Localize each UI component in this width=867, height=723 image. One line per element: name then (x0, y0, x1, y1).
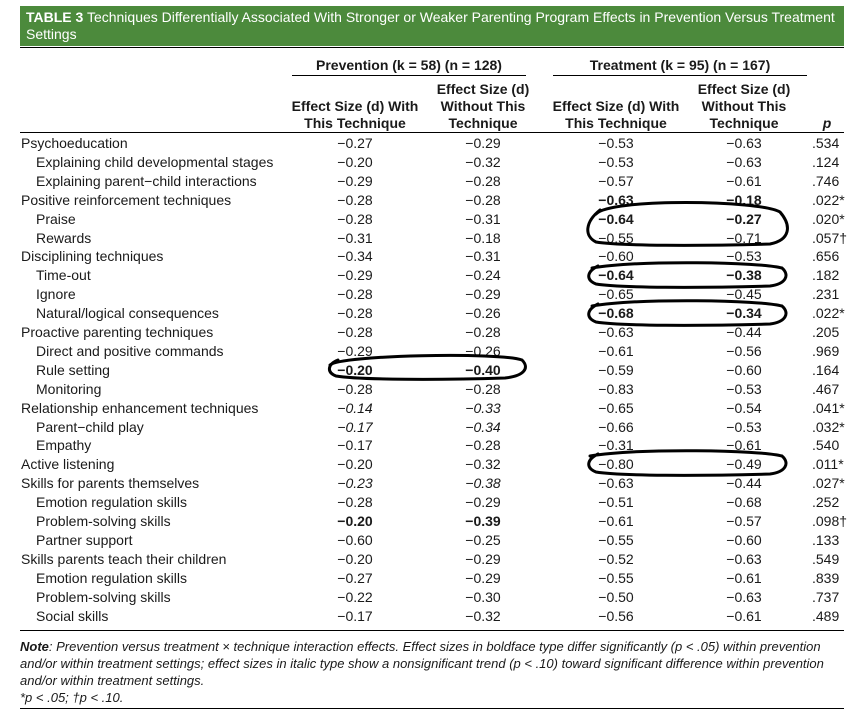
cell-pwo: −0.32 (465, 153, 501, 170)
cell-two: −0.49 (726, 456, 762, 473)
cell-p: .656 (812, 248, 840, 265)
table-title-text: Techniques Differentially Associated With Stronger or Weaker Parenting Program Effects in Prevention Versus Treatment Settings (26, 9, 835, 42)
cell-tw: −0.57 (598, 172, 634, 189)
row-label: Praise (36, 210, 76, 227)
table-row (0, 229, 867, 248)
cell-two: −0.18 (726, 191, 762, 208)
cell-p: .839 (812, 569, 840, 586)
cell-tw: −0.53 (598, 153, 634, 170)
table-note (20, 638, 850, 689)
rule-end (20, 708, 844, 709)
cell-pw: −0.17 (337, 607, 373, 624)
cell-tw: −0.61 (598, 342, 634, 359)
cell-pw: −0.28 (337, 380, 373, 397)
col-treatment-with: Effect Size (d) With This Technique (552, 98, 680, 131)
row-label: Rule setting (36, 361, 110, 378)
cell-pwo: −0.28 (465, 437, 501, 454)
cell-pw: −0.14 (337, 399, 373, 416)
cell-pwo: −0.30 (465, 588, 501, 605)
cell-two: −0.63 (726, 153, 762, 170)
cell-tw: −0.55 (598, 569, 634, 586)
rule-bottom (20, 630, 844, 631)
cell-tw: −0.53 (598, 135, 634, 151)
cell-pw: −0.31 (337, 229, 373, 246)
cell-two: −0.44 (726, 475, 762, 492)
cell-pwo: −0.28 (465, 172, 501, 189)
table-title-label: TABLE 3 (26, 9, 84, 25)
row-label: Relationship enhancement techniques (21, 399, 259, 416)
col-prevention-without: Effect Size (d) Without This Technique (436, 81, 530, 131)
treatment-group-header: Treatment (k = 95) (n = 167) (553, 57, 807, 76)
table-row (0, 304, 867, 323)
cell-pwo: −0.28 (465, 191, 501, 208)
table-row (0, 474, 867, 493)
row-label: Psychoeducation (21, 135, 128, 151)
table-row (0, 323, 867, 342)
cell-p: .534 (812, 135, 840, 151)
table-row (0, 418, 867, 437)
cell-pwo: −0.28 (465, 324, 501, 340)
cell-tw: −0.64 (598, 210, 634, 227)
row-label: Partner support (36, 531, 133, 548)
cell-pwo: −0.25 (465, 531, 501, 548)
cell-pw: −0.28 (337, 191, 373, 208)
cell-pwo: −0.29 (465, 286, 501, 303)
cell-pwo: −0.29 (465, 135, 501, 151)
cell-two: −0.63 (726, 550, 762, 567)
cell-p: .467 (812, 380, 840, 397)
cell-tw: −0.83 (598, 380, 634, 397)
cell-pw: −0.28 (337, 494, 373, 511)
cell-two: −0.71 (726, 229, 762, 246)
row-label: Explaining parent−child interactions (36, 172, 257, 189)
cell-p: .182 (812, 267, 840, 284)
cell-two: −0.57 (726, 513, 762, 529)
cell-pw: −0.22 (337, 588, 373, 605)
cell-pw: −0.29 (337, 342, 373, 359)
cell-two: −0.61 (726, 607, 762, 624)
cell-tw: −0.51 (598, 494, 634, 511)
cell-pwo: −0.26 (465, 342, 501, 359)
cell-two: −0.45 (726, 286, 762, 303)
cell-tw: −0.68 (598, 305, 634, 322)
cell-pwo: −0.29 (465, 494, 501, 511)
row-label: Skills for parents themselves (21, 475, 200, 492)
cell-pw: −0.34 (337, 248, 373, 265)
table-row (0, 153, 867, 172)
col-prevention-with: Effect Size (d) With This Technique (291, 98, 419, 131)
cell-p: .205 (812, 324, 840, 340)
cell-p: .027* (812, 475, 845, 492)
cell-tw: −0.52 (598, 550, 634, 567)
table-row (0, 550, 867, 569)
row-label: Skills parents teach their children (21, 550, 227, 567)
col-treatment-without: Effect Size (d) Without This Technique (697, 81, 791, 131)
cell-p: .540 (812, 437, 840, 454)
cell-p: .020* (812, 210, 845, 227)
table-row (0, 531, 867, 550)
cell-two: −0.53 (726, 418, 762, 435)
row-label: Social skills (36, 607, 109, 624)
table-footnote: *p < .05; †p < .10. (20, 690, 124, 705)
cell-pwo: −0.31 (465, 248, 501, 265)
cell-pwo: −0.34 (465, 418, 501, 435)
cell-two: −0.63 (726, 135, 762, 151)
cell-p: .231 (812, 286, 840, 303)
row-label: Natural/logical consequences (36, 305, 219, 322)
cell-tw: −0.65 (598, 399, 634, 416)
cell-two: −0.61 (726, 172, 762, 189)
cell-two: −0.34 (726, 305, 762, 322)
table-row (0, 134, 867, 153)
row-label: Positive reinforcement techniques (21, 191, 232, 208)
cell-pw: −0.20 (337, 153, 373, 170)
cell-two: −0.38 (726, 267, 762, 284)
cell-p: .489 (812, 607, 840, 624)
cell-tw: −0.64 (598, 267, 634, 284)
cell-two: −0.44 (726, 324, 762, 340)
cell-tw: −0.59 (598, 361, 634, 378)
cell-p: .032* (812, 418, 845, 435)
table-row (0, 285, 867, 304)
cell-tw: −0.80 (598, 456, 634, 473)
cell-pwo: −0.31 (465, 210, 501, 227)
table-row (0, 342, 867, 361)
cell-p: .041* (812, 399, 845, 416)
cell-pw: −0.27 (337, 569, 373, 586)
table-row (0, 172, 867, 191)
cell-two: −0.61 (726, 569, 762, 586)
cell-pw: −0.60 (337, 531, 373, 548)
cell-tw: −0.55 (598, 229, 634, 246)
rule-top (20, 47, 844, 48)
cell-tw: −0.31 (598, 437, 634, 454)
table-row (0, 455, 867, 474)
table-row (0, 436, 867, 455)
row-label: Monitoring (36, 380, 102, 397)
cell-p: .011* (812, 456, 844, 473)
cell-tw: −0.55 (598, 531, 634, 548)
cell-pw: −0.29 (337, 267, 373, 284)
cell-pwo: −0.29 (465, 569, 501, 586)
cell-two: −0.53 (726, 248, 762, 265)
cell-p: .164 (812, 361, 840, 378)
cell-p: .057† (812, 229, 848, 246)
cell-p: .098† (812, 513, 848, 529)
cell-tw: −0.60 (598, 248, 634, 265)
cell-pwo: −0.32 (465, 607, 501, 624)
cell-p: .022* (812, 191, 845, 208)
cell-two: −0.27 (726, 210, 762, 227)
table-row (0, 266, 867, 285)
cell-pw: −0.28 (337, 324, 373, 340)
cell-tw: −0.65 (598, 286, 634, 303)
cell-two: −0.60 (726, 361, 762, 378)
note-text: : Prevention versus treatment × technique interaction effects. Effect sizes in boldface type differ significantly (p < .05) within prevention and/or within treatment settings; effect sizes in italic type show a nonsignificant trend (p < .10) toward significant difference within prevention and/or within treatment settings. (20, 639, 824, 688)
row-label: Active listening (21, 456, 115, 473)
table-row (0, 361, 867, 380)
cell-pw: −0.17 (337, 437, 373, 454)
table-row (0, 588, 867, 607)
row-label: Disciplining techniques (21, 248, 164, 265)
table-row (0, 191, 867, 210)
cell-p: .124 (812, 153, 840, 170)
table-row (0, 493, 867, 512)
cell-p: .133 (812, 531, 840, 548)
cell-pw: −0.27 (337, 135, 373, 151)
cell-pwo: −0.29 (465, 550, 501, 567)
cell-p: .022* (812, 305, 845, 322)
row-label: Emotion regulation skills (36, 494, 187, 511)
row-label: Problem-solving skills (36, 513, 171, 529)
cell-pw: −0.20 (337, 456, 373, 473)
cell-two: −0.63 (726, 588, 762, 605)
cell-pw: −0.17 (337, 418, 373, 435)
cell-pw: −0.23 (337, 475, 373, 492)
cell-tw: −0.63 (598, 191, 634, 208)
col-p: p (822, 115, 832, 131)
cell-tw: −0.63 (598, 475, 634, 492)
cell-pwo: −0.18 (465, 229, 501, 246)
row-label: Rewards (36, 229, 92, 246)
cell-tw: −0.63 (598, 324, 634, 340)
cell-p: .737 (812, 588, 840, 605)
row-label: Parent−child play (36, 418, 144, 435)
table-row (0, 607, 867, 626)
prevention-group-header: Prevention (k = 58) (n = 128) (292, 57, 526, 76)
cell-pwo: −0.24 (465, 267, 501, 284)
row-label: Time-out (36, 267, 91, 284)
cell-two: −0.61 (726, 437, 762, 454)
cell-pw: −0.20 (337, 513, 373, 529)
cell-tw: −0.56 (598, 607, 634, 624)
row-label: Emotion regulation skills (36, 569, 187, 586)
table-row (0, 210, 867, 229)
cell-pw: −0.29 (337, 172, 373, 189)
cell-two: −0.53 (726, 380, 762, 397)
row-label: Proactive parenting techniques (21, 324, 214, 340)
cell-pwo: −0.26 (465, 305, 501, 322)
cell-pw: −0.20 (337, 361, 373, 378)
cell-pw: −0.28 (337, 210, 373, 227)
cell-two: −0.54 (726, 399, 762, 416)
cell-pwo: −0.28 (465, 380, 501, 397)
cell-tw: −0.50 (598, 588, 634, 605)
cell-pwo: −0.32 (465, 456, 501, 473)
row-label: Direct and positive commands (36, 342, 224, 359)
cell-p: .746 (812, 172, 840, 189)
table-row (0, 512, 867, 531)
row-label: Ignore (36, 286, 76, 303)
table-row (0, 399, 867, 418)
cell-pwo: −0.40 (465, 361, 501, 378)
cell-two: −0.56 (726, 342, 762, 359)
cell-pw: −0.20 (337, 550, 373, 567)
cell-p: .252 (812, 494, 840, 511)
table-row (0, 569, 867, 588)
cell-p: .549 (812, 550, 840, 567)
table-title (20, 6, 844, 46)
note-label: Note (20, 639, 49, 654)
cell-tw: −0.66 (598, 418, 634, 435)
rule-header (20, 132, 844, 133)
cell-p: .969 (812, 342, 840, 359)
table-row (0, 247, 867, 266)
cell-pwo: −0.38 (465, 475, 501, 492)
table-row (0, 380, 867, 399)
cell-pwo: −0.39 (465, 513, 501, 529)
cell-pwo: −0.33 (465, 399, 501, 416)
row-label: Empathy (36, 437, 92, 454)
row-label: Explaining child developmental stages (36, 153, 274, 170)
cell-tw: −0.61 (598, 513, 634, 529)
row-label: Problem-solving skills (36, 588, 171, 605)
cell-two: −0.60 (726, 531, 762, 548)
cell-two: −0.68 (726, 494, 762, 511)
cell-pw: −0.28 (337, 286, 373, 303)
cell-pw: −0.28 (337, 305, 373, 322)
